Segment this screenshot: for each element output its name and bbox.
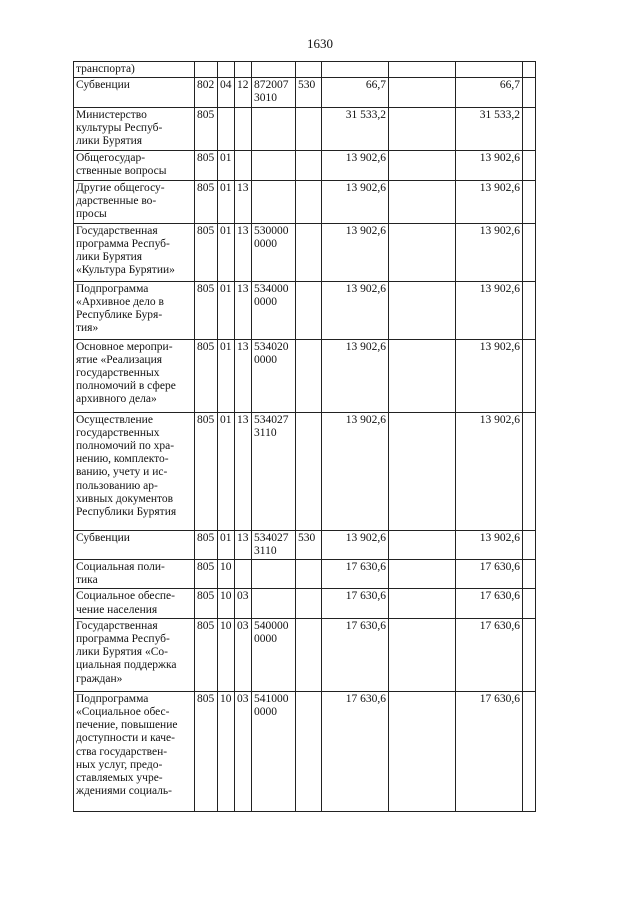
- table-row: [74, 691, 536, 811]
- amount-year-2: 13 902,6: [456, 180, 523, 223]
- table-row: [74, 339, 536, 412]
- code-rz: 01: [218, 339, 235, 412]
- amount-empty: [389, 560, 456, 589]
- code-pr: [235, 560, 252, 589]
- item-name: Субвенции: [74, 78, 195, 107]
- item-name: Общегосудар- ственные вопросы: [74, 150, 195, 180]
- code-gr: 805: [195, 691, 218, 811]
- amount-year-2: 13 902,6: [456, 150, 523, 180]
- table-row: [74, 618, 536, 691]
- item-name: Подпрограмма «Архивное дело в Республике Буря- тия»: [74, 281, 195, 339]
- item-name: Социальная поли- тика: [74, 560, 195, 589]
- code-vr: [296, 691, 322, 811]
- code-rz: 01: [218, 150, 235, 180]
- code-gr: 805: [195, 339, 218, 412]
- code-csr: 534020 0000: [252, 339, 296, 412]
- amount-empty: [389, 180, 456, 223]
- code-rz: 10: [218, 618, 235, 691]
- code-gr: 805: [195, 180, 218, 223]
- amount-empty: [389, 281, 456, 339]
- trailing-cell: [523, 339, 536, 412]
- code-pr: 12: [235, 78, 252, 107]
- code-csr: 872007 3010: [252, 78, 296, 107]
- code-vr: [296, 412, 322, 530]
- table-row: [74, 180, 536, 223]
- amount-year-1: 13 902,6: [322, 150, 389, 180]
- code-csr: 534000 0000: [252, 281, 296, 339]
- amount-empty: [389, 223, 456, 281]
- amount-year-2: 17 630,6: [456, 618, 523, 691]
- amount-year-2: 17 630,6: [456, 691, 523, 811]
- code-vr: [296, 589, 322, 618]
- amount-year-1: 66,7: [322, 78, 389, 107]
- table-row: [74, 150, 536, 180]
- code-gr: 805: [195, 150, 218, 180]
- code-pr: 13: [235, 339, 252, 412]
- code-vr: [296, 281, 322, 339]
- amount-year-1: 13 902,6: [322, 281, 389, 339]
- code-csr: [252, 589, 296, 618]
- item-name: Осуществление государственных полномочий по хра- нению, комплекто- ванию, учету и ис- пользованию ар- хивных документов Республики Бурятия: [74, 412, 195, 530]
- amount-year-2: 13 902,6: [456, 281, 523, 339]
- code-pr: [235, 107, 252, 150]
- amount-year-1: 17 630,6: [322, 560, 389, 589]
- amount-empty: [389, 691, 456, 811]
- code-csr: 534027 3110: [252, 530, 296, 559]
- trailing-cell: [523, 530, 536, 559]
- code-rz: [218, 107, 235, 150]
- item-name: Министерство культуры Респуб- лики Бурятия: [74, 107, 195, 150]
- code-pr: 13: [235, 412, 252, 530]
- code-pr: 03: [235, 589, 252, 618]
- code-csr: [252, 180, 296, 223]
- trailing-cell: [523, 150, 536, 180]
- budget-table: [73, 61, 536, 812]
- code-gr: 805: [195, 560, 218, 589]
- item-name: Другие общегосу- дарственные во- просы: [74, 180, 195, 223]
- amount-year-2: 13 902,6: [456, 530, 523, 559]
- code-vr: [296, 560, 322, 589]
- trailing-cell: [523, 412, 536, 530]
- code-csr: 541000 0000: [252, 691, 296, 811]
- table-row: [74, 530, 536, 559]
- code-vr: 530: [296, 530, 322, 559]
- table-row: [74, 560, 536, 589]
- code-csr: 530000 0000: [252, 223, 296, 281]
- item-name: транспорта): [74, 62, 195, 78]
- amount-year-2: 66,7: [456, 78, 523, 107]
- item-name: Подпрограмма «Социальное обес- печение, повышение доступности и каче- ства государствен- ных услуг, предо- ставляемых учре- ждениями социаль-: [74, 691, 195, 811]
- amount-empty: [389, 618, 456, 691]
- code-gr: 805: [195, 107, 218, 150]
- trailing-cell: [523, 560, 536, 589]
- code-rz: 01: [218, 412, 235, 530]
- code-gr: 805: [195, 412, 218, 530]
- amount-empty: [389, 412, 456, 530]
- amount-empty: [389, 530, 456, 559]
- table-row: [74, 62, 536, 78]
- code-pr: 13: [235, 223, 252, 281]
- code-vr: [296, 223, 322, 281]
- code-rz: 01: [218, 180, 235, 223]
- amount-year-2: 17 630,6: [456, 589, 523, 618]
- code-rz: 10: [218, 589, 235, 618]
- amount-year-1: 13 902,6: [322, 339, 389, 412]
- code-vr: [296, 107, 322, 150]
- amount-year-2: [456, 62, 523, 78]
- table-row: [74, 223, 536, 281]
- table-row: [74, 412, 536, 530]
- item-name: Государственная программа Респуб- лики Бурятия «Со- циальная поддержка граждан»: [74, 618, 195, 691]
- amount-year-1: [322, 62, 389, 78]
- code-gr: 805: [195, 281, 218, 339]
- item-name: Государственная программа Респуб- лики Бурятия «Культура Бурятии»: [74, 223, 195, 281]
- code-csr: [252, 107, 296, 150]
- amount-empty: [389, 589, 456, 618]
- code-pr: 03: [235, 691, 252, 811]
- amount-year-1: 13 902,6: [322, 530, 389, 559]
- code-vr: 530: [296, 78, 322, 107]
- trailing-cell: [523, 691, 536, 811]
- code-gr: 805: [195, 589, 218, 618]
- amount-year-1: 17 630,6: [322, 691, 389, 811]
- amount-year-2: 31 533,2: [456, 107, 523, 150]
- item-name: Основное меропри- ятие «Реализация государственных полномочий в сфере архивного дела»: [74, 339, 195, 412]
- amount-year-2: 13 902,6: [456, 223, 523, 281]
- table-row: [74, 281, 536, 339]
- amount-year-1: 13 902,6: [322, 412, 389, 530]
- amount-empty: [389, 339, 456, 412]
- amount-year-1: 17 630,6: [322, 589, 389, 618]
- item-name: Субвенции: [74, 530, 195, 559]
- code-gr: [195, 62, 218, 78]
- trailing-cell: [523, 281, 536, 339]
- table-row: [74, 78, 536, 107]
- code-rz: 01: [218, 530, 235, 559]
- amount-year-2: 13 902,6: [456, 412, 523, 530]
- amount-year-1: 13 902,6: [322, 223, 389, 281]
- page-number: 1630: [307, 36, 333, 51]
- trailing-cell: [523, 180, 536, 223]
- table-row: [74, 589, 536, 618]
- amount-year-1: 31 533,2: [322, 107, 389, 150]
- code-gr: 805: [195, 530, 218, 559]
- code-gr: 805: [195, 618, 218, 691]
- amount-empty: [389, 107, 456, 150]
- code-pr: 03: [235, 618, 252, 691]
- trailing-cell: [523, 107, 536, 150]
- code-vr: [296, 62, 322, 78]
- trailing-cell: [523, 78, 536, 107]
- trailing-cell: [523, 223, 536, 281]
- code-rz: 01: [218, 223, 235, 281]
- code-gr: 805: [195, 223, 218, 281]
- code-rz: 10: [218, 560, 235, 589]
- amount-empty: [389, 150, 456, 180]
- code-pr: 13: [235, 530, 252, 559]
- trailing-cell: [523, 618, 536, 691]
- trailing-cell: [523, 589, 536, 618]
- trailing-cell: [523, 62, 536, 78]
- code-pr: [235, 62, 252, 78]
- code-vr: [296, 180, 322, 223]
- code-vr: [296, 150, 322, 180]
- code-rz: 01: [218, 281, 235, 339]
- code-pr: 13: [235, 281, 252, 339]
- amount-year-2: 17 630,6: [456, 560, 523, 589]
- code-vr: [296, 339, 322, 412]
- code-pr: 13: [235, 180, 252, 223]
- code-pr: [235, 150, 252, 180]
- amount-year-1: 13 902,6: [322, 180, 389, 223]
- code-csr: [252, 150, 296, 180]
- amount-year-2: 13 902,6: [456, 339, 523, 412]
- code-rz: 04: [218, 78, 235, 107]
- code-vr: [296, 618, 322, 691]
- code-csr: [252, 62, 296, 78]
- item-name: Социальное обеспе- чение населения: [74, 589, 195, 618]
- amount-year-1: 17 630,6: [322, 618, 389, 691]
- code-csr: 534027 3110: [252, 412, 296, 530]
- amount-empty: [389, 78, 456, 107]
- table-row: [74, 107, 536, 150]
- code-csr: 540000 0000: [252, 618, 296, 691]
- amount-empty: [389, 62, 456, 78]
- code-rz: 10: [218, 691, 235, 811]
- code-csr: [252, 560, 296, 589]
- code-rz: [218, 62, 235, 78]
- code-gr: 802: [195, 78, 218, 107]
